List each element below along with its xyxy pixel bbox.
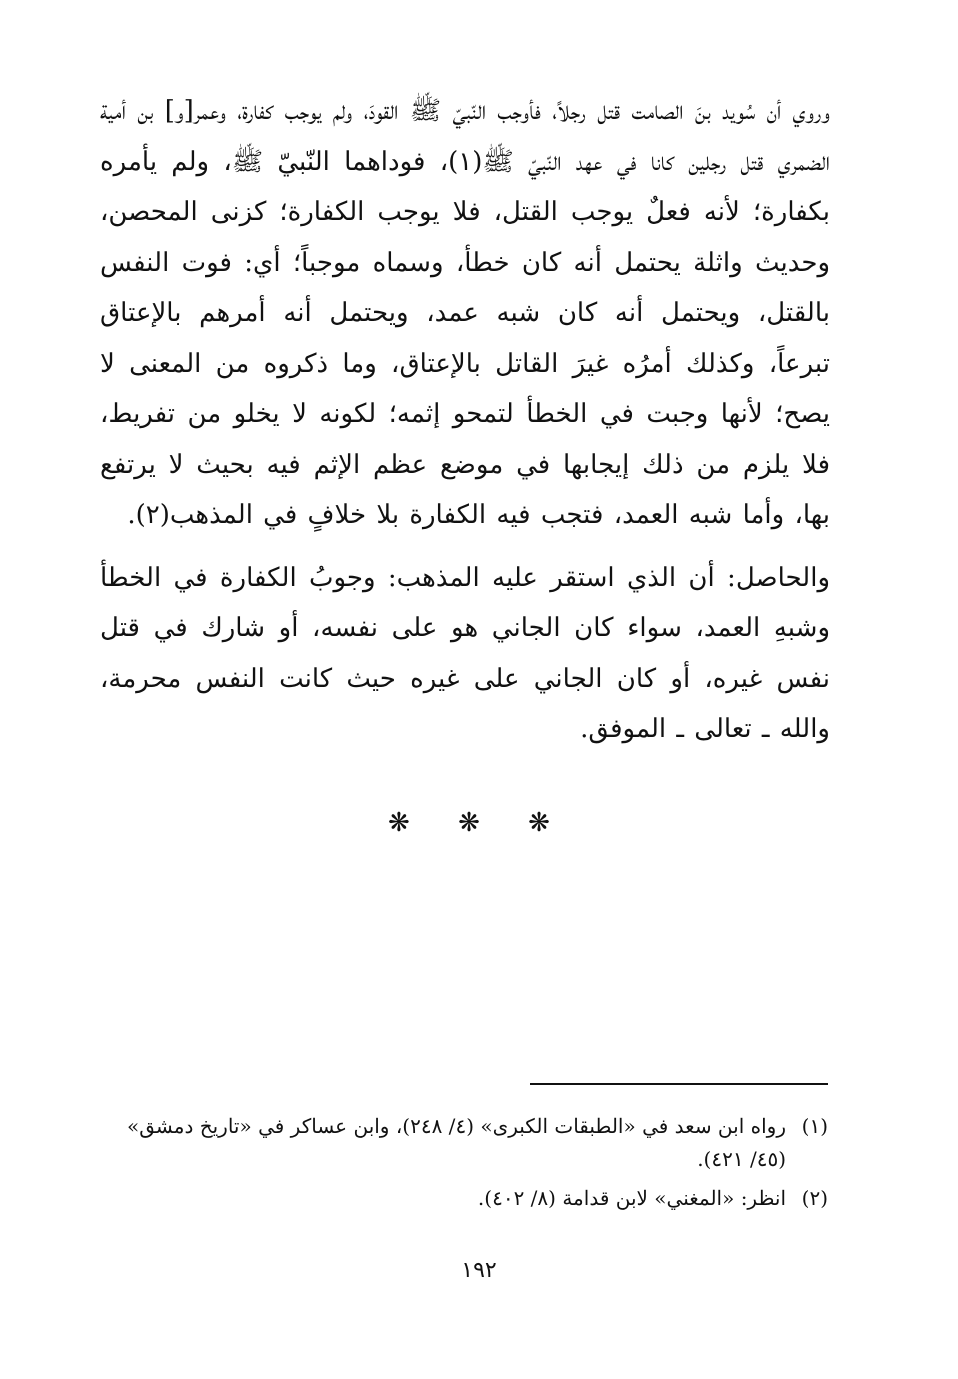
section-separator: ❋ ❋ ❋ — [388, 808, 570, 838]
footnote-2 — [110, 1182, 828, 1215]
page-number: ١٩٢ — [461, 1258, 497, 1283]
footnote-text: رواه ابن سعد في «الطبقات الكبرى» (٤/ ٢٤٨)، وابن عساكر في «تاريخ دمشق» (٤٥/ ٤٢١). — [126, 1114, 786, 1171]
main-text — [100, 86, 830, 755]
footnote-number: (١) — [801, 1114, 828, 1138]
paragraph-2: والحاصل: أن الذي استقر عليه المذهب: وجوبُ الكفارة في الخطأ وشبهِ العمد، سواء كان الجاني هو على نفسه، أو شارك في قتل نفس غيره، أو كان الجاني على غيره حيث كانت النفس محرمة، والله ـ تعالى ـ الموفق. — [100, 562, 830, 744]
footnote-1 — [110, 1110, 828, 1176]
paragraph-1: وروي أن سُويد بنَ الصامت قتل رجلاً، فأوجب النّبيّ ﷺ القودَ، ولم يوجب كفارة، وعمر[و] بن أمية الضمري قتل رجلين كانا في عهد النّبيّ ﷺ(١)، فوداهما النّبيّ ﷺ، ولم يأمره بكفارة؛ لأنه فعلٌ يوجب القتل، فلا يوجب الكفارة؛ كزنى المحصن، وحديث واثلة يحتمل أنه كان خطأ، وسماه موجباً؛ أي: فوت النفس بالقتل، ويحتمل أنه كان شبه عمد، ويحتمل أنه أمرهم بالإعتاق تبرعاً، وكذلك أمرُه غيرَ القاتل بالإعتاق، وما ذكروه من المعنى لا يصح؛ لأنها وجبت في الخطأ لتمحو إثمه؛ لكونه لا يخلو من تفريط، فلا يلزم من ذلك إيجابها في موضع عظم الإثم فيه بحيث لا يرتفع بها، وأما شبه العمد، فتجب فيه الكفارة بلا خلافٍ في المذهب(٢). — [100, 96, 831, 530]
footnote-divider — [530, 1083, 828, 1085]
footnote-number: (٢) — [801, 1186, 828, 1210]
footnotes — [110, 1110, 828, 1221]
footnote-text: انظر: «المغني» لابن قدامة (٨/ ٤٠٢). — [477, 1186, 786, 1210]
